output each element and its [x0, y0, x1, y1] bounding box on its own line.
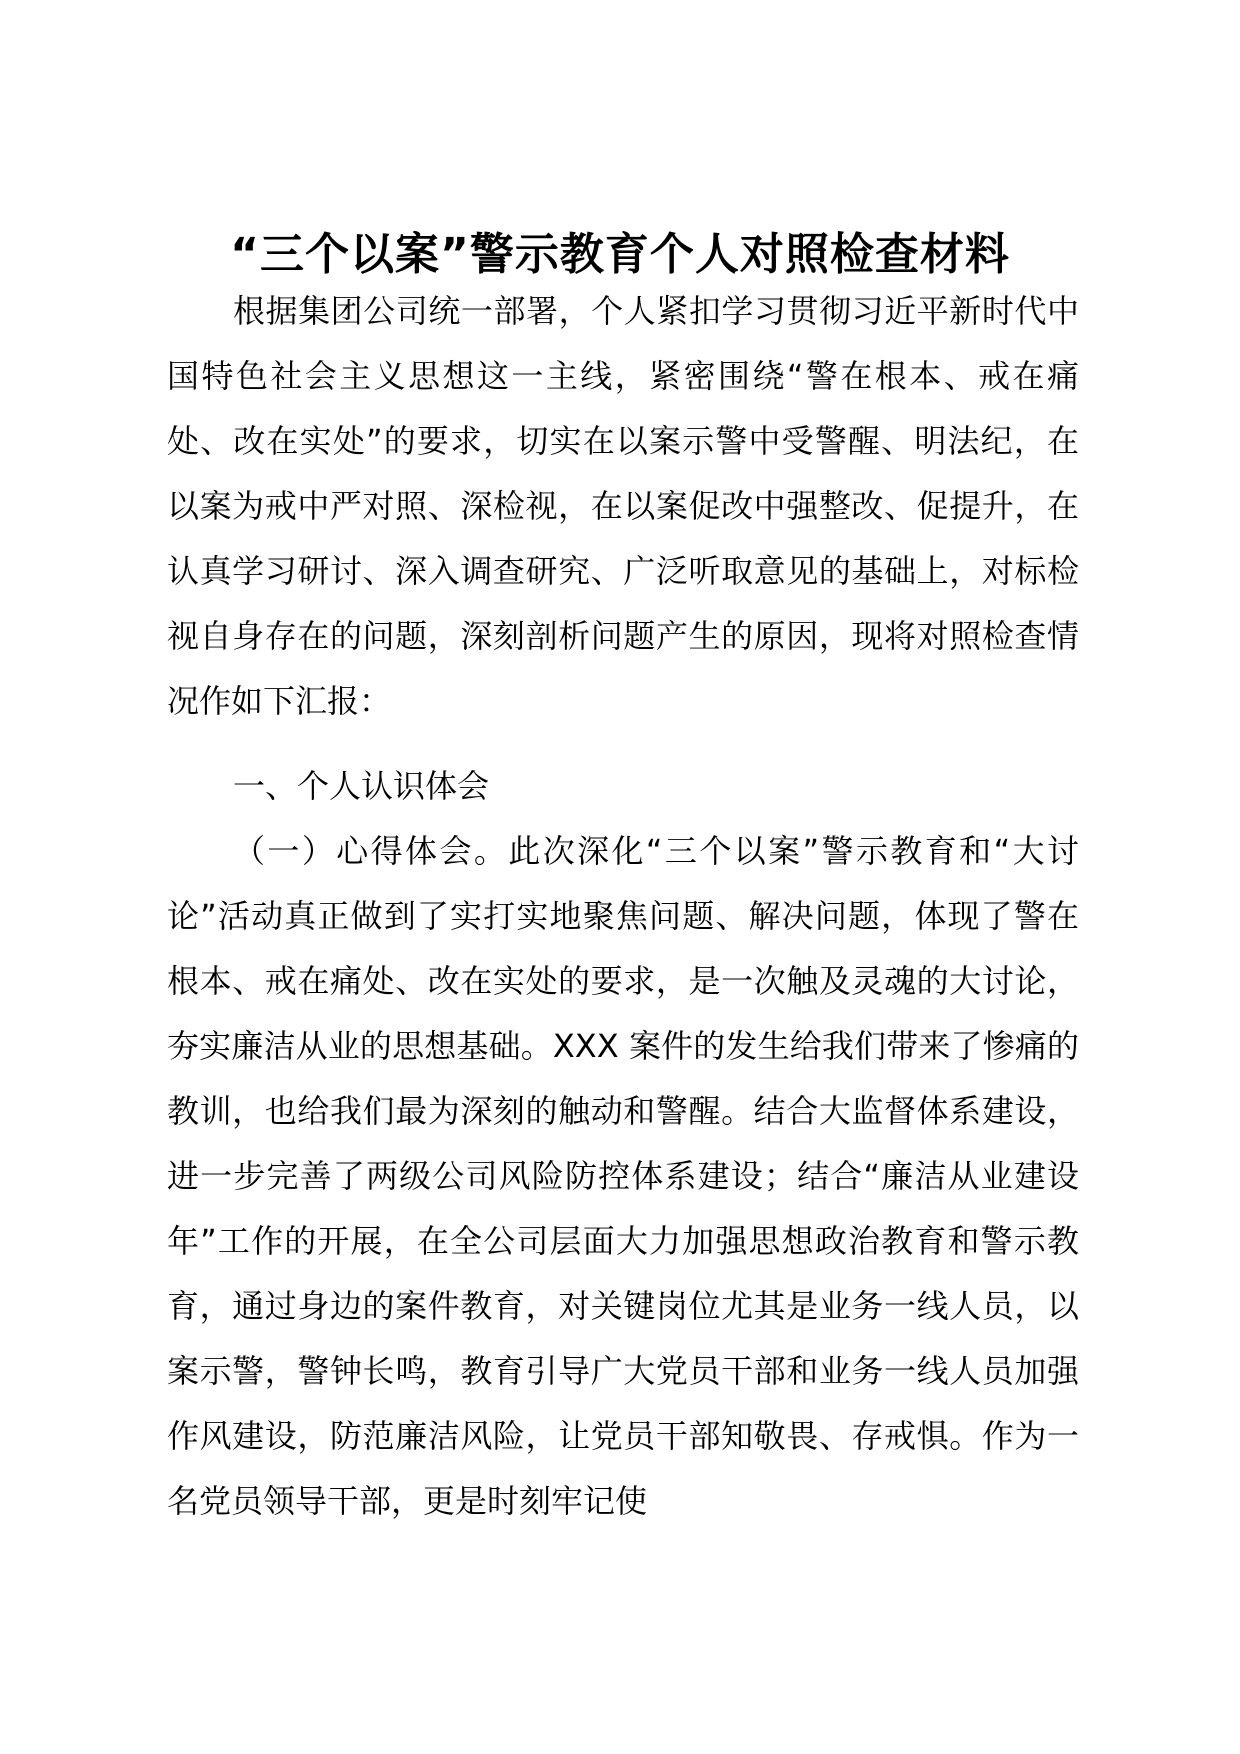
section-heading: 一、个人认识体会 — [233, 767, 490, 805]
document-title: “三个以案”警示教育个人对照检查材料 — [230, 229, 1010, 281]
intro-paragraph: 根据集团公司统一部署，个人紧扣学习贯彻习近平新时代中国特色社会主义思想这一主线，紧密围绕“警在根本、戒在痛处、改在实处”的要求，切实在以案示警中受警醒、明法纪，在以案为戒中严对照、深检视，在以案促改中强整改、促提升，在认真学习研讨、深入调查研究、广泛听取意见的基础上，对标检视自身存在的问题，深刻剖析问题产生的原因，现将对照检查情况作如下汇报： — [167, 292, 1079, 720]
experience-paragraph: （一）心得体会。此次深化“三个以案”警示教育和“大讨论”活动真正做到了实打实地聚焦问题、解决问题，体现了警在根本、戒在痛处、改在实处的要求，是一次触及灵魂的大讨论，夯实廉洁从业的思想基础。XXX 案件的发生给我们带来了惨痛的教训，也给我们最为深刻的触动和警醒。结合大监督体系建设，进一步完善了两级公司风险防控体系建设；结合“廉洁从业建设年”工作的开展，在全公司层面大力加强思想政治教育和警示教育，通过身边的案件教育，对关键岗位尤其是业务一线人员，以案示警，警钟长鸣，教育引导广大党员干部和业务一线人员加强作风建设，防范廉洁风险，让党员干部知敬畏、存戒惧。作为一名党员领导干部，更是时刻牢记使 — [167, 832, 1079, 1520]
